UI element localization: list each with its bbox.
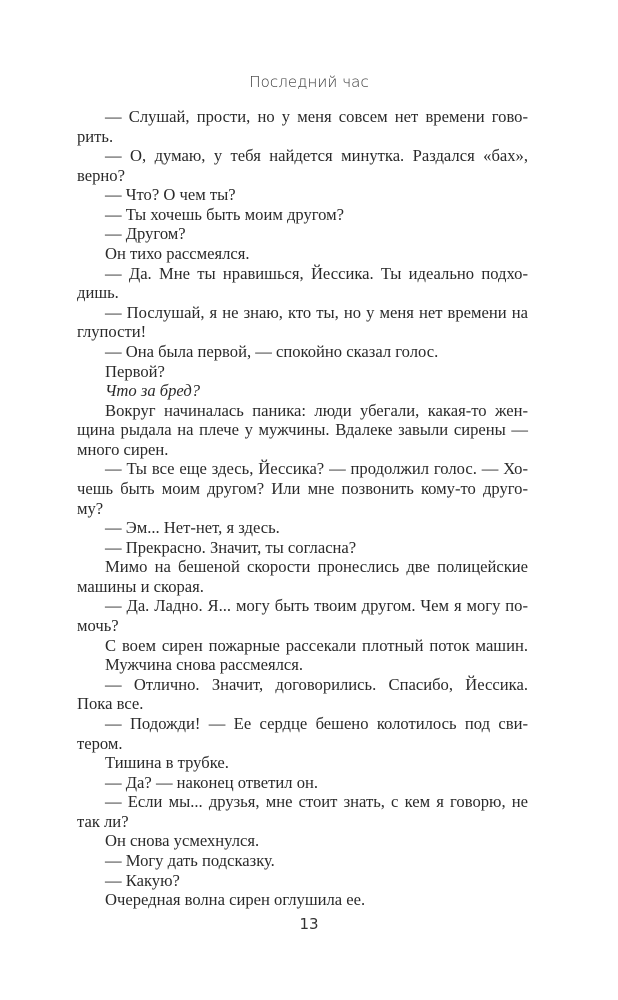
text-line: много сирен.	[77, 439, 169, 459]
text-line: — Да. Ладно. Я... могу быть твоим другом. Чем я могу по-	[105, 596, 528, 616]
text-line: — Послушай, я не знаю, кто ты, но у меня нет времени на	[105, 302, 528, 322]
text-line: верно?	[77, 165, 125, 185]
text-line: — Ты хочешь быть моим другом?	[105, 204, 345, 224]
text-line: — Подожди! — Ее сердце бешено колотилось под сви-	[105, 713, 528, 733]
running-header: Последний час	[249, 73, 369, 91]
text-line: — Другом?	[105, 224, 186, 244]
text-line: му?	[77, 498, 104, 518]
page-number: 13	[299, 915, 319, 933]
text-line: — Да? — наконец ответил он.	[105, 772, 319, 792]
text-line: — Какую?	[105, 870, 180, 890]
text-line: машины и скорая.	[77, 576, 204, 596]
text-line: Он тихо рассмеялся.	[105, 244, 250, 264]
text-line: Первой?	[105, 361, 165, 381]
text-line: дишь.	[77, 283, 119, 303]
text-line: Тишина в трубке.	[105, 753, 229, 773]
text-line: чешь быть моим другом? Или мне позвонить кому-то друго-	[77, 478, 528, 498]
text-line: — Что? О чем ты?	[105, 185, 236, 205]
text-line: Мужчина снова рассмеялся.	[105, 655, 304, 675]
text-line: Он снова усмехнулся.	[105, 831, 260, 851]
text-line: щина рыдала на плече у мужчины. Вдалеке завыли сирены —	[77, 420, 528, 440]
text-line: — Слушай, прости, но у меня совсем нет времени гово-	[105, 107, 528, 126]
text-line: — Ты все еще здесь, Йессика? — продолжил голос. — Хо-	[105, 459, 528, 479]
text-line: рить.	[77, 126, 114, 146]
text-line: Мимо на бешеной скорости пронеслись две полицейские	[105, 557, 528, 577]
text-line: — Могу дать подсказку.	[105, 850, 275, 870]
text-line: тером.	[77, 733, 123, 753]
text-line: — Эм... Нет-нет, я здесь.	[105, 518, 280, 538]
text-line: Очередная волна сирен оглушила ее.	[105, 890, 366, 910]
text-line-italic: Что за бред?	[105, 381, 201, 401]
text-line: мочь?	[77, 616, 119, 636]
text-line: — Она была первой, — спокойно сказал голос.	[105, 341, 439, 361]
text-line: Пока все.	[77, 694, 144, 714]
text-line: С воем сирен пожарные рассекали плотный поток машин.	[105, 635, 528, 655]
text-line: — О, думаю, у тебя найдется минутка. Раздался «бах»,	[105, 146, 528, 166]
text-line: — Прекрасно. Значит, ты согласна?	[105, 537, 357, 557]
text-line: — Если мы... друзья, мне стоит знать, с кем я говорю, не	[105, 792, 528, 812]
page-body-text	[77, 107, 528, 910]
text-line: — Да. Мне ты нравишься, Йессика. Ты идеально подхо-	[105, 263, 528, 283]
text-line: — Отлично. Значит, договорились. Спасибо, Йессика.	[105, 674, 528, 694]
text-line: Вокруг начиналась паника: люди убегали, какая-то жен-	[105, 400, 528, 420]
text-line: глупости!	[77, 322, 147, 342]
text-line: так ли?	[77, 811, 129, 831]
